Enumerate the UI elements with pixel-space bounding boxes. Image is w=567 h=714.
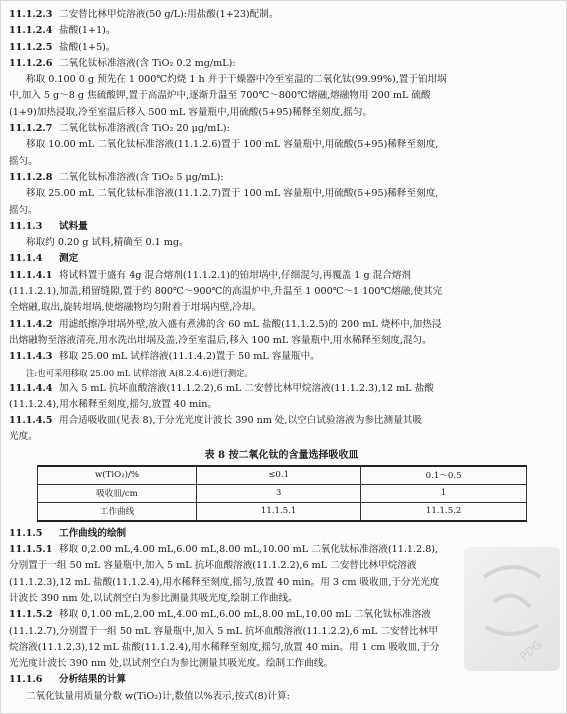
clause-text: 二氧化钛量用质量分数 w(TiO₂)计,数值以%表示,按式(8)计算: xyxy=(26,690,290,702)
clause-heading-line xyxy=(9,56,554,72)
clause-number: 11.1.2.7 xyxy=(9,123,53,135)
clause-text: 移取 0,2.00 mL,4.00 mL,6.00 mL,8.00 mL,10.00 mL 二氧化钛标准溶液(11.1.2.8), xyxy=(59,544,439,556)
clause-text: 二安替比林甲烷溶液(50 g/L):用盐酸(1+23)配制。 xyxy=(59,9,279,20)
clause-heading-line xyxy=(9,7,554,23)
clause-text: 盐酸(1+5)。 xyxy=(59,41,116,53)
clause-heading-line xyxy=(9,672,554,688)
section-text-upper xyxy=(9,7,554,446)
clause-number: 11.1.4.5 xyxy=(9,415,53,427)
clause-number: 11.1.2.3 xyxy=(9,9,53,20)
clause-number: 11.1.4.4 xyxy=(9,382,53,394)
clause-number: 11.1.4.3 xyxy=(9,351,53,363)
table-cell: ≤0.1 xyxy=(197,466,361,485)
clause-text: 称取约 0.20 g 试料,精确至 0.1 mg。 xyxy=(26,237,189,249)
table-row xyxy=(38,502,527,521)
clause-text: 出熔融物至溶液清亮,用水洗出坩埚及盖,冷至室温后,移入 100 mL 容量瓶中,用水稀释至刻度,混匀。 xyxy=(9,334,432,346)
clause-number: 11.1.4 xyxy=(9,253,43,265)
clause-number: 11.1.2.8 xyxy=(9,171,53,183)
clause-text: 试料量 xyxy=(59,220,88,232)
clause-text: (11.1.2.3),12 mL 盐酸(11.1.2.4),用水稀释至刻度,摇匀,放置 40 min。用 3 cm 吸收皿,于分光光度 xyxy=(9,576,440,588)
clause-text: 分别置于一组 50 mL 容量瓶中,加入 5 mL 抗坏血酸溶液(11.1.2.2),6 mL 二安替比林甲烷溶液 xyxy=(9,560,417,572)
clause-text: 加入 5 mL 抗坏血酸溶液(11.1.2.2),6 mL 二安替比林甲烷溶液(11.1.2.3),12 mL 盐酸 xyxy=(59,382,434,394)
clause-heading-line xyxy=(9,381,554,397)
table-cell: 11.1.5.2 xyxy=(361,502,527,521)
clause-heading-line xyxy=(9,526,554,542)
text-line xyxy=(9,333,554,349)
text-line xyxy=(9,137,554,153)
clause-heading-line xyxy=(9,251,554,267)
clause-text: 摇匀。 xyxy=(9,204,38,216)
clause-text: 测定 xyxy=(59,253,79,265)
clause-heading-line xyxy=(9,170,554,186)
clause-heading-line xyxy=(9,317,554,333)
clause-number: 11.1.2.4 xyxy=(9,25,53,37)
clause-heading-line xyxy=(9,413,554,429)
table-row xyxy=(38,484,527,502)
table-row-header: w(TiO₂)/% xyxy=(38,466,197,485)
clause-number: 11.1.6 xyxy=(9,674,43,686)
clause-text: 移取 10.00 mL 二氧化钛标准溶液(11.1.2.6)置于 100 mL 容量瓶中,用硫酸(5+95)稀释至刻度, xyxy=(26,139,439,151)
table-cell: 0.1～0.5 xyxy=(361,466,527,485)
text-line xyxy=(9,397,554,413)
text-line xyxy=(9,300,554,316)
text-line xyxy=(9,88,554,104)
clause-heading-line xyxy=(9,40,554,56)
clause-text: 中,加入 5 g～8 g 焦硫酸钾,置于高温炉中,逐渐升温至 700℃～800℃熔融,熔融物用 200 mL 硫酸 xyxy=(9,90,431,102)
clause-heading-line xyxy=(9,349,554,365)
table-cell: 1 xyxy=(361,484,527,502)
clause-text: 用合适吸收皿(见表 8),于分光光度计波长 390 nm 处,以空白试验溶液为参比测量其吸 xyxy=(59,415,422,427)
text-line xyxy=(9,154,554,170)
clause-heading-line xyxy=(9,268,554,284)
text-line xyxy=(9,284,554,300)
watermark-label: PDG xyxy=(517,638,545,664)
clause-text: 二氧化钛标准溶液(含 TiO₂ 5 μg/mL): xyxy=(59,171,224,183)
table-row-header: 工作曲线 xyxy=(38,502,197,521)
clause-text: (11.1.2.4),用水稀释至刻度,摇匀,放置 40 min。 xyxy=(9,398,218,410)
clause-text: 移取 25.00 mL 二氧化钛标准溶液(11.1.2.7)置于 100 mL 容量瓶中,用硫酸(5+95)稀释至刻度, xyxy=(26,188,439,200)
clause-text: 光光度计波长 390 nm 处,以试剂空白为参比测量其吸光度。绘制工作曲线。 xyxy=(9,658,334,670)
clause-text: 二氧化钛标准溶液(含 TiO₂ 20 μg/mL): xyxy=(59,123,230,135)
clause-text: 称取 0.100 0 g 预先在 1 000℃灼烧 1 h 并于干燥器中冷至室温的二氧化钛(99.99%),置于铂坩埚 xyxy=(26,74,447,86)
cuvette-selection-table xyxy=(37,465,527,522)
table-row xyxy=(38,466,527,485)
text-line xyxy=(9,186,554,202)
clause-number: 11.1.5 xyxy=(9,527,43,539)
clause-number: 11.1.4.2 xyxy=(9,318,53,330)
clause-heading-line xyxy=(9,121,554,137)
clause-text: (11.1.2.1),加盖,稍留缝隙,置于约 800℃～900℃的高温炉中,升温至 1 000℃～1 100℃熔融,使其完 xyxy=(9,286,443,298)
watermark-stamp xyxy=(464,547,560,671)
table-cell: 3 xyxy=(197,484,361,502)
clause-text: 光度。 xyxy=(9,431,38,443)
watermark-graphic xyxy=(464,547,560,671)
clause-number: 11.1.2.5 xyxy=(9,41,53,53)
text-line xyxy=(9,235,554,251)
clause-text: 摇匀。 xyxy=(9,155,38,167)
text-line xyxy=(9,689,554,705)
text-line xyxy=(9,72,554,88)
clause-text: 工作曲线的绘制 xyxy=(59,527,127,539)
clause-text: 用滤纸擦净坩埚外壁,放入盛有煮沸的含 60 mL 盐酸(11.1.2.5)的 200 mL 烧杯中,加热浸 xyxy=(59,318,442,330)
clause-number: 11.1.4.1 xyxy=(9,269,53,281)
clause-number: 11.1.2.6 xyxy=(9,57,53,69)
clause-text: 烷溶液(11.1.2.3),12 mL 盐酸(11.1.2.4),用水稀释至刻度,摇匀,放置 40 min。用 1 cm 吸收皿,于分 xyxy=(9,641,440,653)
table-cell: 11.1.5.1 xyxy=(197,502,361,521)
clause-heading-line xyxy=(9,23,554,39)
text-line xyxy=(9,105,554,121)
text-line xyxy=(9,203,554,219)
clause-number: 11.1.3 xyxy=(9,220,43,232)
clause-number: 11.1.5.1 xyxy=(9,544,53,556)
clause-text: (1+9)加热浸取,冷至室温后移入 500 mL 容量瓶中,用硫酸(5+95)稀释至刻度,摇匀。 xyxy=(9,106,373,118)
clause-text: (11.1.2.7),分别置于一组 50 mL 容量瓶中,加入 5 mL 抗坏血酸溶液(11.1.2.2),6 mL 二安替比林甲 xyxy=(9,625,438,637)
clause-text: 二氧化钛标准溶液(含 TiO₂ 0.2 mg/mL): xyxy=(59,57,236,69)
note-line xyxy=(9,366,554,381)
text-line xyxy=(9,429,554,445)
clause-text: 计波长 390 nm 处,以试剂空白为参比测量其吸光度,绘制工作曲线。 xyxy=(9,592,298,604)
clause-text: 移取 0,1.00 mL,2.00 mL,4.00 mL,6.00 mL,8.00 mL,10.00 mL 二氧化钛标准溶液 xyxy=(59,609,431,621)
clause-number: 11.1.5.2 xyxy=(9,609,53,621)
clause-text: 盐酸(1+1)。 xyxy=(59,25,116,37)
clause-heading-line xyxy=(9,219,554,235)
clause-text: 移取 25.00 mL 试样溶液(11.1.4.2)置于 50 mL 容量瓶中。 xyxy=(59,351,320,363)
clause-text: 将试料置于盛有 4g 混合熔剂(11.1.2.1)的铂坩埚中,仔细混匀,再覆盖 1 g 混合熔剂 xyxy=(59,269,412,281)
clause-text: 全熔融,取出,旋转坩埚,使熔融物均匀附着于坩埚内壁,冷却。 xyxy=(9,302,262,314)
table-row-header: 吸收皿/cm xyxy=(38,484,197,502)
clause-text: 注:也可采用移取 25.00 mL 试样溶液 A(8.2.4.6)进行测定。 xyxy=(26,367,253,378)
table-caption: 表 8 按二氧化钛的含量选择吸收皿 xyxy=(204,449,359,461)
clause-text: 分析结果的计算 xyxy=(59,674,127,686)
